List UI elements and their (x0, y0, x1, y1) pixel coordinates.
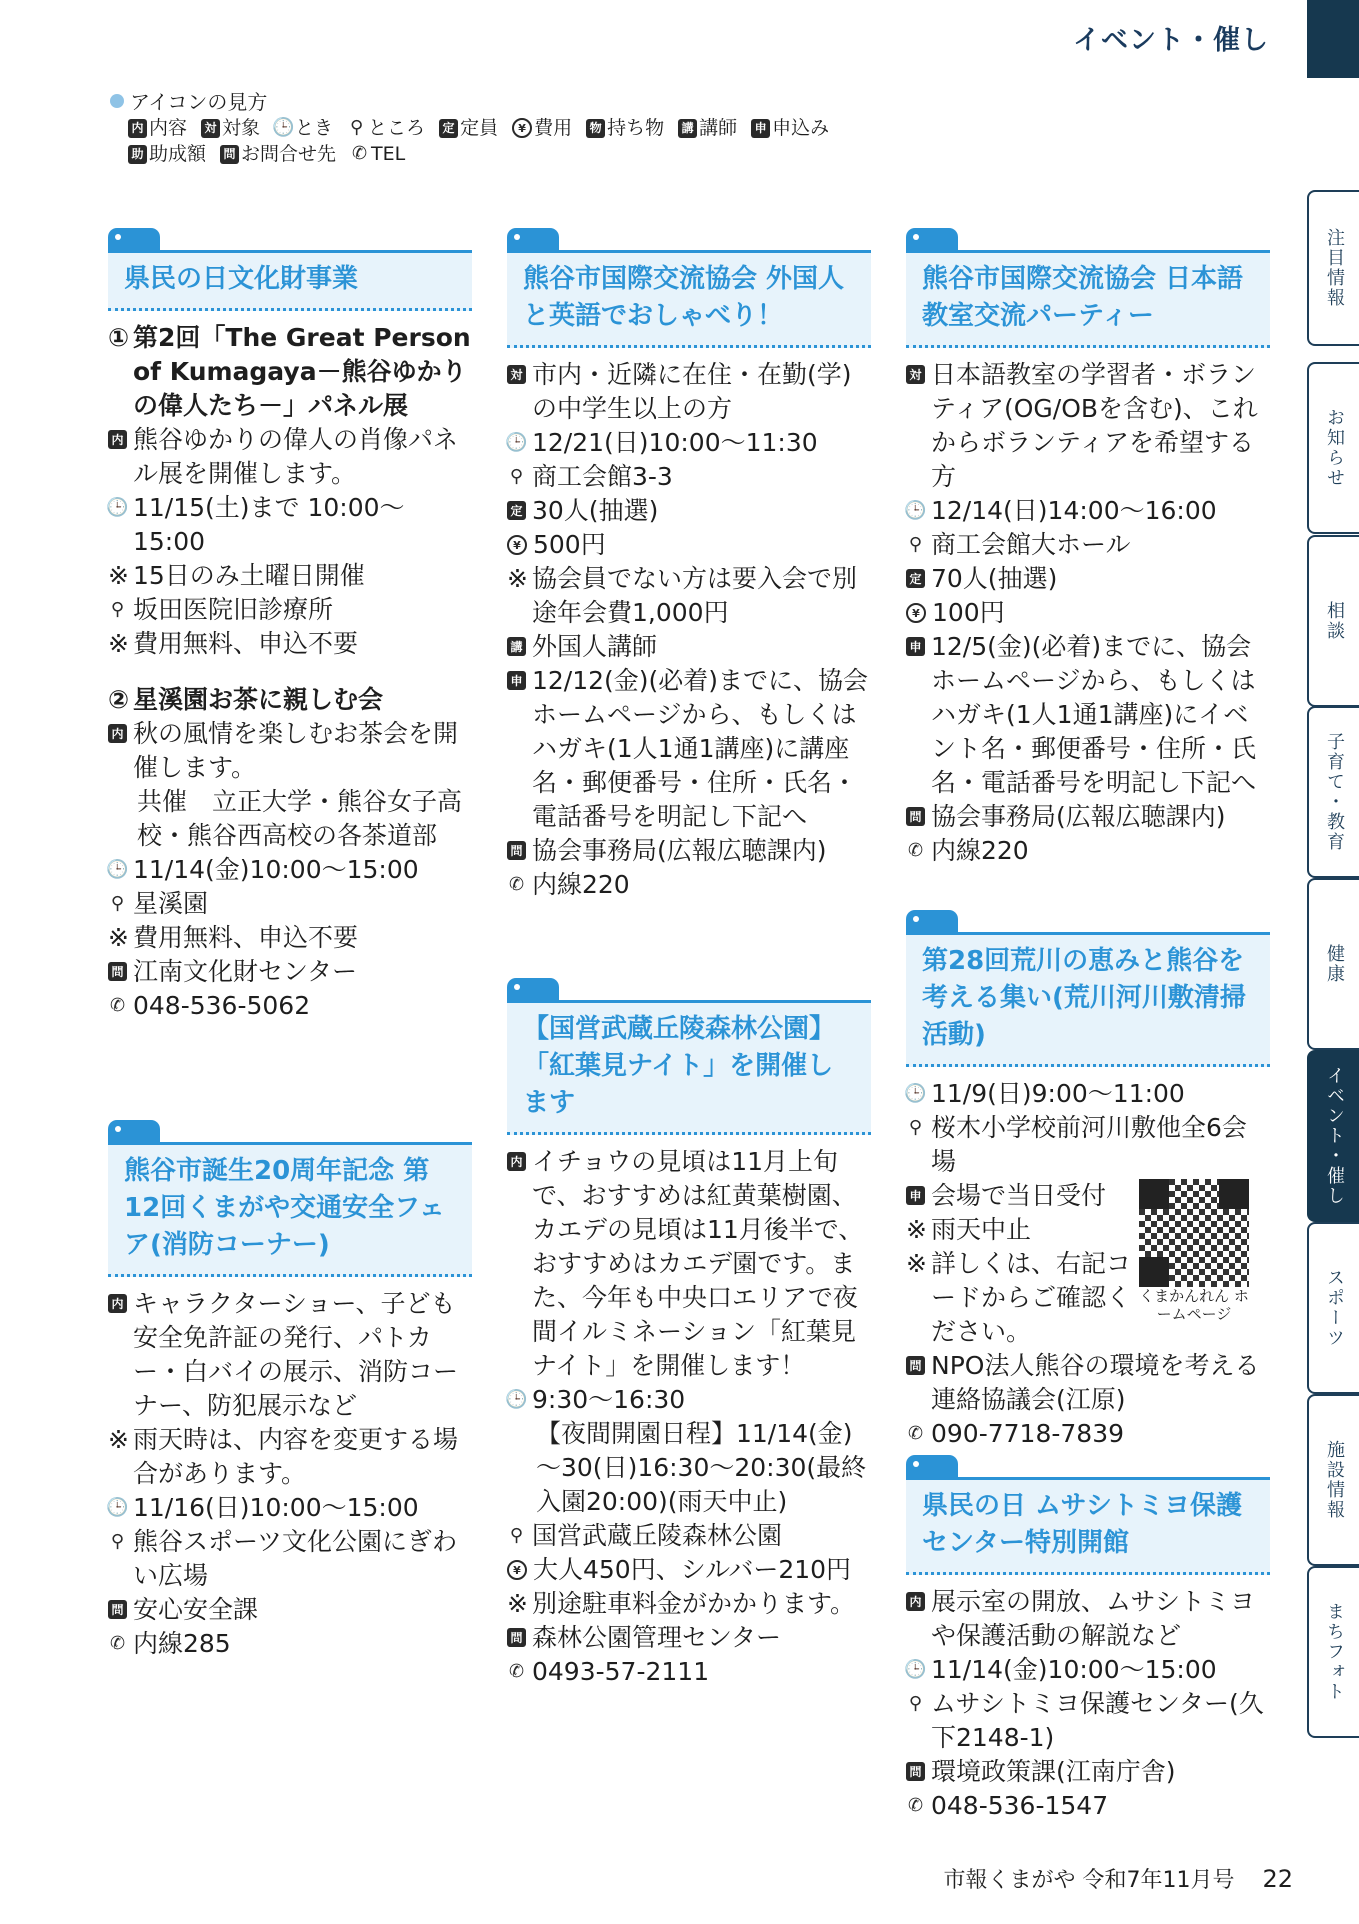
content-icon: 内 (128, 119, 147, 138)
card-tab (108, 228, 160, 250)
time-text: 12/21(日)10:00～11:30 (532, 428, 818, 457)
fee-text: 500円 (533, 530, 606, 559)
card-title: 県民の日文化財事業 (108, 250, 472, 311)
apply-icon: 申 (906, 1186, 925, 1205)
side-tab-label: お知らせ (1324, 408, 1345, 488)
page-number: 22 (1262, 1865, 1293, 1893)
content-text: 展示室の開放、ムサシトミヨや保護活動の解説など (931, 1587, 1256, 1650)
time-text: 11/14(金)10:00～15:00 (931, 1655, 1217, 1684)
target-icon: 対 (201, 119, 220, 138)
note-mark-icon: ※ (108, 923, 129, 952)
content-text: キャラクターショー、子ども安全免許証の発行、パトカー・白バイの展示、消防コーナー、防犯展示など (133, 1289, 459, 1420)
note-text: 詳しくは、右記コードからご確認ください。 (931, 1249, 1132, 1346)
clock-icon: 🕒 (106, 858, 129, 880)
inquiry-icon: 問 (108, 1600, 127, 1619)
place-text: 坂田医院旧診療所 (133, 595, 334, 624)
lecturer-icon: 講 (507, 637, 526, 656)
legend-title: アイコンの見方 (130, 90, 268, 114)
tel-text: 内線285 (133, 1629, 231, 1658)
target-text: 市内・近隣に在住・在勤(学)の中学生以上の方 (532, 360, 852, 423)
side-tab-label: 健康 (1324, 944, 1345, 984)
page-footer (943, 1863, 1293, 1894)
phone-icon: ✆ (907, 1794, 924, 1816)
clock-icon: 🕒 (106, 1496, 129, 1518)
tel-text: 内線220 (931, 836, 1029, 865)
tel-text: 048-536-5062 (133, 991, 311, 1020)
legend-label: 定員 (460, 117, 499, 139)
yen-icon: ¥ (906, 603, 926, 623)
apply-icon: 申 (507, 671, 526, 690)
note-mark-icon: ※ (507, 564, 528, 593)
content-icon: 内 (906, 1592, 925, 1611)
location-pin-icon: ⚲ (110, 892, 125, 914)
qr-caption: くまかんれん ホームページ (1139, 1287, 1249, 1323)
phone-icon: ✆ (907, 839, 924, 861)
capacity-text: 70人(抽選) (931, 564, 1058, 593)
card-title: 第28回荒川の恵みと熊谷を考える集い(荒川河川敷清掃活動) (906, 932, 1270, 1067)
clock-icon: 🕒 (106, 496, 129, 518)
side-tab-consultation[interactable] (1307, 535, 1359, 707)
side-tab-events[interactable] (1307, 1050, 1359, 1222)
capacity-icon: 定 (439, 119, 458, 138)
note-text: 費用無料、申込不要 (133, 923, 359, 952)
inquiry-icon: 問 (507, 841, 526, 860)
clock-icon: 🕒 (272, 117, 295, 138)
event-card-autumn-leaves-night (507, 978, 871, 1689)
note-text: 協会員でない方は要入会で別途年会費1,000円 (532, 564, 858, 627)
clock-icon: 🕒 (904, 1082, 927, 1104)
time-text: 11/16(日)10:00～15:00 (133, 1493, 419, 1522)
legend-label: 費用 (534, 117, 573, 139)
time-text: 12/14(日)14:00～16:00 (931, 496, 1217, 525)
icon-legend (110, 86, 829, 167)
qr-code[interactable] (1134, 1179, 1254, 1323)
side-tab-notices[interactable] (1307, 362, 1359, 534)
legend-label: お問合せ先 (241, 143, 337, 165)
place-text: 商工会館大ホール (931, 530, 1131, 559)
note-text: 15日のみ土曜日開催 (133, 561, 365, 590)
card-title: 県民の日 ムサシトミヨ保護センター特別開館 (906, 1477, 1270, 1575)
side-tab-label: イベント・催し (1324, 1066, 1345, 1206)
legend-label: 対象 (222, 117, 261, 139)
location-pin-icon: ⚲ (110, 598, 125, 620)
card-tab (906, 228, 958, 250)
note-text: 雨天時は、内容を変更する場合があります。 (133, 1425, 459, 1488)
inquiry-icon: 問 (220, 145, 239, 164)
place-text: ムサシトミヨ保護センター(久下2148-1) (931, 1689, 1264, 1752)
target-icon: 対 (507, 365, 526, 384)
card-title: 【国営武蔵丘陵森林公園】「紅葉見ナイト」を開催します (507, 1000, 871, 1135)
side-tab-town-photo[interactable] (1307, 1566, 1359, 1738)
note-mark-icon: ※ (906, 1249, 927, 1278)
note-mark-icon: ※ (108, 1425, 129, 1454)
yen-icon: ¥ (507, 535, 527, 555)
apply-text: 12/12(金)(必着)までに、協会ホームページから、もしくはハガキ(1人1通1講座)に講座名・郵便番号・住所・氏名・電話番号を明記し下記へ (532, 666, 869, 831)
location-pin-icon: ⚲ (908, 1116, 923, 1138)
place-text: 商工会館3-3 (532, 462, 673, 491)
clock-icon: 🕒 (904, 1658, 927, 1680)
event-card-cultural-heritage (108, 228, 472, 1023)
legend-label: 講師 (699, 117, 738, 139)
note-mark-icon: ※ (108, 561, 129, 590)
location-pin-icon: ⚲ (509, 1524, 524, 1546)
legend-label: ところ (368, 117, 426, 139)
target-icon: 対 (906, 365, 925, 384)
clock-icon: 🕒 (505, 1388, 528, 1410)
legend-label: TEL (371, 143, 406, 165)
legend-label: 持ち物 (607, 117, 665, 139)
legend-label: とき (295, 117, 334, 139)
note-text: 別途駐車料金がかかります。 (532, 1589, 856, 1618)
content-icon: 内 (507, 1152, 526, 1171)
content-icon: 内 (108, 430, 127, 449)
note-text: 費用無料、申込不要 (133, 629, 359, 658)
belongings-icon: 物 (586, 119, 605, 138)
phone-icon: ✆ (109, 1632, 126, 1654)
apply-text: 会場で当日受付 (931, 1181, 1107, 1210)
inquiry-icon: 問 (906, 1762, 925, 1781)
capacity-icon: 定 (507, 501, 526, 520)
location-pin-icon: ⚲ (349, 117, 364, 138)
place-text: 星溪園 (133, 889, 209, 918)
publication-name: 市報くまがや 令和7年11月号 (943, 1868, 1235, 1893)
legend-label: 助成額 (149, 143, 207, 165)
event-card-musashitomiyo-center (906, 1455, 1270, 1823)
contact-text: 森林公園管理センター (532, 1623, 782, 1652)
side-tab-label: 子育て・教育 (1324, 732, 1345, 852)
side-tab-label: 注目情報 (1324, 228, 1345, 308)
bullet-dot-icon (110, 94, 124, 108)
event-card-english-chat (507, 228, 871, 902)
side-tab-label: 施設情報 (1324, 1440, 1345, 1520)
apply-text: 12/5(金)(必着)までに、協会ホームページから、もしくはハガキ(1人1通1講座)にイベント名・郵便番号・住所・氏名・電話番号を明記し下記へ (931, 632, 1257, 797)
event-card-japanese-class-party (906, 228, 1270, 868)
phone-icon: ✆ (508, 1660, 525, 1682)
event-card-arakawa-cleanup (906, 910, 1270, 1451)
location-pin-icon: ⚲ (908, 1692, 923, 1714)
clock-icon: 🕒 (904, 499, 927, 521)
item-title: 第2回「The Great Person of Kumagaya－熊谷ゆかりの偉人たち－」パネル展 (133, 323, 471, 420)
section-title: イベント・催し (1073, 25, 1269, 56)
circled-one-icon: ① (108, 323, 130, 352)
time-text: 9:30～16:30 (532, 1385, 686, 1414)
place-text: 熊谷スポーツ文化公園にぎわい広場 (133, 1527, 458, 1590)
contact-text: 環境政策課(江南庁舎) (931, 1757, 1176, 1786)
cosponsor-text: 共催 立正大学・熊谷女子高校・熊谷西高校の各茶道部 (137, 787, 463, 850)
contact-text: 協会事務局(広報広聴課内) (931, 802, 1226, 831)
place-text: 国営武蔵丘陵森林公園 (532, 1521, 783, 1550)
time-text: 11/15(土)まで 10:00～15:00 (133, 493, 405, 556)
side-tab-childcare-education[interactable] (1307, 706, 1359, 878)
capacity-text: 30人(抽選) (532, 496, 659, 525)
phone-icon: ✆ (907, 1422, 924, 1444)
card-tab (906, 910, 958, 932)
inquiry-icon: 問 (507, 1628, 526, 1647)
side-tab-featured[interactable] (1307, 190, 1359, 346)
content-text: 熊谷ゆかりの偉人の肖像パネル展を開催します。 (133, 425, 459, 488)
card-title: 熊谷市国際交流協会 日本語教室交流パーティー (906, 250, 1270, 348)
content-text: 秋の風情を楽しむお茶会を開催します。 (133, 719, 459, 782)
target-text: 日本語教室の学習者・ボランティア(OG/OBを含む)、これからボランティアを希望する方 (931, 360, 1258, 491)
contact-text: 安心安全課 (133, 1595, 259, 1624)
contact-text: NPO法人熊谷の環境を考える連絡協議会(江原) (931, 1351, 1260, 1414)
inquiry-icon: 問 (906, 807, 925, 826)
card-tab (507, 978, 559, 1000)
card-title: 熊谷市国際交流協会 外国人と英語でおしゃべり！ (507, 250, 871, 348)
side-tab-label: 相談 (1324, 601, 1345, 641)
contact-text: 江南文化財センター (133, 957, 358, 986)
tel-text: 048-536-1547 (931, 1791, 1109, 1820)
apply-icon: 申 (906, 637, 925, 656)
card-tab (906, 1455, 958, 1477)
side-tab-sports[interactable] (1307, 1222, 1359, 1394)
inquiry-icon: 問 (906, 1356, 925, 1375)
fee-text: 100円 (932, 598, 1005, 627)
phone-icon: ✆ (109, 994, 126, 1016)
fee-text: 大人450円、シルバー210円 (533, 1555, 852, 1584)
side-tab-label: まちフォト (1324, 1602, 1345, 1702)
content-icon: 内 (108, 1294, 127, 1313)
place-text: 桜木小学校前河川敷他全6会場 (931, 1113, 1247, 1176)
time-text: 11/14(金)10:00～15:00 (133, 855, 419, 884)
inquiry-icon: 問 (108, 962, 127, 981)
note-mark-icon: ※ (507, 1589, 528, 1618)
lecturer-text: 外国人講師 (532, 632, 658, 661)
qr-code-icon (1139, 1179, 1249, 1287)
capacity-icon: 定 (906, 569, 925, 588)
location-pin-icon: ⚲ (110, 1530, 125, 1552)
yen-icon: ¥ (507, 1560, 527, 1580)
lecturer-icon: 講 (678, 119, 697, 138)
tel-text: 0493-57-2111 (532, 1657, 710, 1686)
location-pin-icon: ⚲ (509, 465, 524, 487)
card-title: 熊谷市誕生20周年記念 第12回くまがや交通安全フェア(消防コーナー) (108, 1142, 472, 1277)
card-tab (507, 228, 559, 250)
clock-icon: 🕒 (505, 431, 528, 453)
card-tab (108, 1120, 160, 1142)
circled-two-icon: ② (108, 685, 130, 714)
note-text: 雨天中止 (931, 1215, 1032, 1244)
subsidy-icon: 助 (128, 145, 147, 164)
contact-text: 協会事務局(広報広聴課内) (532, 836, 827, 865)
night-schedule-text: 【夜間開園日程】11/14(金)～30(日)16:30～20:30(最終入園20:00)(雨天中止) (536, 1419, 867, 1516)
content-icon: 内 (108, 724, 127, 743)
event-card-traffic-safety-fair (108, 1120, 472, 1661)
content-text: イチョウの見頃は11月上旬で、おすすめは紅黄葉樹園、カエデの見頃は11月後半で、おすすめはカエデ園です。また、今年も中央口エリアで夜間イルミネーション「紅葉見ナイト」を開催します！ (532, 1147, 864, 1380)
location-pin-icon: ⚲ (908, 533, 923, 555)
yen-icon: ¥ (512, 118, 532, 138)
note-mark-icon: ※ (108, 629, 129, 658)
side-tab-facilities[interactable] (1307, 1394, 1359, 1566)
phone-icon: ✆ (508, 873, 525, 895)
item-title: 星溪園お茶に親しむ会 (133, 685, 384, 714)
side-tab-health[interactable] (1307, 878, 1359, 1050)
phone-icon: ✆ (351, 143, 368, 164)
time-text: 11/9(日)9:00～11:00 (931, 1079, 1185, 1108)
tel-text: 090-7718-7839 (931, 1419, 1125, 1448)
side-tab-label: スポーツ (1324, 1268, 1345, 1348)
note-mark-icon: ※ (906, 1215, 927, 1244)
apply-icon: 申 (751, 119, 770, 138)
corner-block (1307, 0, 1359, 78)
tel-text: 内線220 (532, 870, 630, 899)
legend-label: 申込み (772, 117, 830, 139)
legend-label: 内容 (149, 117, 188, 139)
